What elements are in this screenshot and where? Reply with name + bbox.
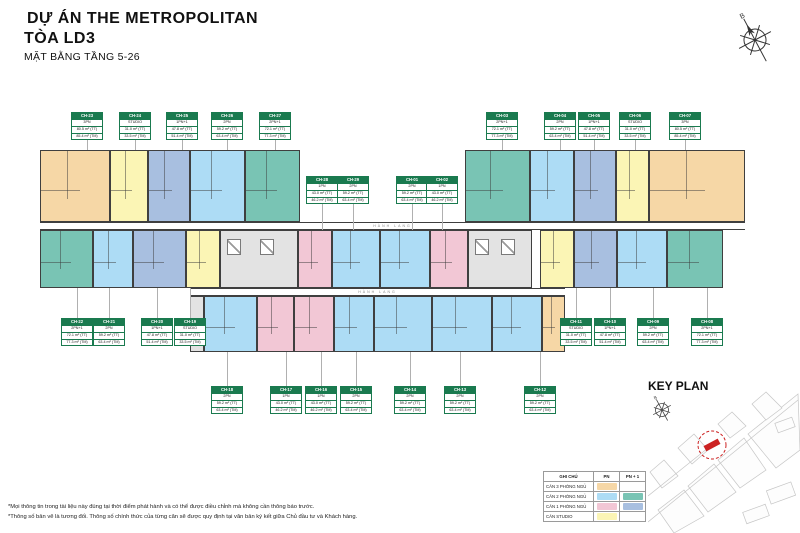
unit-info: 59.2 m² (TT) xyxy=(397,190,427,197)
unit-label-CH-03 xyxy=(486,112,518,140)
unit-info: 63.4 m² (TM) xyxy=(94,339,124,346)
unit-code: CH-17 xyxy=(271,387,301,393)
legend-color-swatch xyxy=(623,493,643,500)
unit-CH-05 xyxy=(574,150,616,222)
unit-info: 1PN+1 xyxy=(579,119,609,126)
unit-info: 33.5 m² (TM) xyxy=(620,133,650,140)
unit-info: 31.0 m² (TT) xyxy=(175,332,205,339)
unit-info: 47.8 m² (TT) xyxy=(142,332,172,339)
unit-CH-04 xyxy=(530,150,574,222)
unit-CH-10 xyxy=(574,230,617,288)
svg-text:B: B xyxy=(652,394,658,401)
unit-CH-16 xyxy=(294,296,334,352)
unit-info: 2PN+1 xyxy=(692,325,722,332)
legend-color-swatch xyxy=(597,483,617,490)
leader-line xyxy=(356,352,357,386)
leader-line xyxy=(227,352,228,386)
unit-info: 59.2 m² (TT) xyxy=(212,126,242,133)
unit-info: 63.4 m² (TM) xyxy=(638,339,668,346)
unit-CH-14 xyxy=(374,296,432,352)
leader-line xyxy=(576,288,577,318)
leader-line xyxy=(460,352,461,386)
unit-label-CH-28 xyxy=(306,176,338,204)
unit-code: CH-18 xyxy=(212,387,242,393)
unit-info: 59.2 m² (TT) xyxy=(445,400,475,407)
unit-info: 72.1 m² (TT) xyxy=(487,126,517,133)
unit-label-CH-27 xyxy=(259,112,291,140)
unit-label-CH-13 xyxy=(444,386,476,414)
legend-header-row xyxy=(544,472,646,482)
unit-label-CH-07 xyxy=(669,112,701,140)
unit-label-CH-04 xyxy=(544,112,576,140)
unit-info: 2PN xyxy=(341,393,371,400)
unit-label-CH-06 xyxy=(619,112,651,140)
unit-info: 63.4 m² (TM) xyxy=(212,133,242,140)
unit-CH-25 xyxy=(148,150,190,222)
unit-code: CH-19 xyxy=(175,319,205,325)
unit-code: CH-22 xyxy=(62,319,92,325)
unit-CH-15 xyxy=(334,296,374,352)
unit-info: 2PN xyxy=(525,393,555,400)
leader-line xyxy=(442,201,443,231)
unit-code: CH-28 xyxy=(307,177,337,183)
unit-label-CH-21 xyxy=(93,318,125,346)
unit-CH-12 xyxy=(492,296,542,352)
unit-info: 1PN xyxy=(271,393,301,400)
unit-CH-24 xyxy=(110,150,148,222)
unit-CH-23 xyxy=(40,150,110,222)
unit-info: 2PN xyxy=(545,119,575,126)
unit-CH-18 xyxy=(204,296,257,352)
unit-code: CH-29 xyxy=(338,177,368,183)
legend-swatch-cell xyxy=(594,482,620,492)
unit-info: 51.4 m² (TM) xyxy=(595,339,625,346)
unit-info: 77.3 m² (TM) xyxy=(487,133,517,140)
legend-swatch-cell xyxy=(594,502,620,512)
leader-line xyxy=(540,352,541,386)
unit-code: CH-06 xyxy=(620,113,650,119)
unit-info: 2PN xyxy=(445,393,475,400)
unit-code: CH-12 xyxy=(525,387,555,393)
leader-line xyxy=(412,201,413,231)
leader-line xyxy=(109,288,110,318)
unit-code: CH-11 xyxy=(561,319,591,325)
unit-info: 1PN xyxy=(307,183,337,190)
legend-row xyxy=(544,482,646,492)
unit-info: 85.4 m² (TM) xyxy=(72,133,102,140)
legend-swatch-cell xyxy=(620,492,646,502)
unit-code: CH-13 xyxy=(445,387,475,393)
unit-info: 63.4 m² (TM) xyxy=(545,133,575,140)
unit-CH-21 xyxy=(93,230,133,288)
legend-row xyxy=(544,512,646,522)
unit-info: 1PN xyxy=(306,393,336,400)
stair-elevator-core xyxy=(220,230,298,288)
unit-info: 63.4 m² (TM) xyxy=(212,407,242,414)
legend-swatch-cell xyxy=(620,482,646,492)
unit-code: CH-07 xyxy=(670,113,700,119)
unit-info: STUDIO xyxy=(120,119,150,126)
unit-code: CH-14 xyxy=(395,387,425,393)
compass-north-letter: B xyxy=(738,12,747,21)
unit-info: 59.2 m² (TT) xyxy=(638,332,668,339)
corridor: HÀNH LANG xyxy=(190,288,565,296)
unit-code: CH-23 xyxy=(72,113,102,119)
leader-line xyxy=(286,352,287,386)
unit-info: 63.4 m² (TM) xyxy=(525,407,555,414)
legend-color-swatch xyxy=(623,503,643,510)
unit-info: 43.0 m² (TT) xyxy=(271,400,301,407)
unit-label-CH-19 xyxy=(174,318,206,346)
legend-header-note: GHI CHÚ xyxy=(544,472,594,482)
unit-info: 77.3 m² (TM) xyxy=(692,339,722,346)
unit-label-CH-18 xyxy=(211,386,243,414)
unit-CH-17 xyxy=(257,296,294,352)
unit-label-CH-08 xyxy=(691,318,723,346)
leader-line xyxy=(190,288,191,318)
legend-color-swatch xyxy=(597,493,617,500)
unit-label-CH-25 xyxy=(166,112,198,140)
unit-info: 59.2 m² (TT) xyxy=(341,400,371,407)
unit-info: 2PN+1 xyxy=(487,119,517,126)
unit-info: 33.5 m² (TM) xyxy=(175,339,205,346)
leader-line xyxy=(653,288,654,318)
unit-CH-06 xyxy=(616,150,649,222)
unit-info: STUDIO xyxy=(175,325,205,332)
legend-row-label: CĂN 2 PHÒNG NGỦ xyxy=(544,492,594,502)
unit-CH-20 xyxy=(133,230,186,288)
elevator-shaft xyxy=(260,239,274,255)
unit-code: CH-09 xyxy=(638,319,668,325)
unit-info: 2PN xyxy=(395,393,425,400)
leader-line xyxy=(77,288,78,318)
unit-label-CH-17 xyxy=(270,386,302,414)
legend-swatch-cell xyxy=(594,492,620,502)
unit-info: 2PN xyxy=(212,119,242,126)
unit-info: 31.0 m² (TT) xyxy=(561,332,591,339)
footnote-1: *Mọi thông tin trong tài liệu này đúng tại thời điểm phát hành và có thể được điều chỉnh mà không cần thông báo trước. xyxy=(8,504,315,510)
unit-CH-19 xyxy=(186,230,220,288)
legend-header-pn: PN xyxy=(594,472,620,482)
unit-label-CH-01 xyxy=(396,176,428,204)
unit-info: 59.2 m² (TT) xyxy=(338,190,368,197)
unit-info: 63.4 m² (TM) xyxy=(338,197,368,204)
unit-info: 51.4 m² (TM) xyxy=(167,133,197,140)
unit-info: 3PN xyxy=(72,119,102,126)
unit-info: 1PN+1 xyxy=(167,119,197,126)
unit-CH-28 xyxy=(298,230,332,288)
unit-code: CH-26 xyxy=(212,113,242,119)
legend-swatch-cell xyxy=(620,502,646,512)
unit-info: 31.0 m² (TT) xyxy=(620,126,650,133)
unit-info: 2PN+1 xyxy=(260,119,290,126)
unit-label-CH-15 xyxy=(340,386,372,414)
unit-info: 59.2 m² (TT) xyxy=(395,400,425,407)
unit-CH-08 xyxy=(667,230,723,288)
unit-label-CH-26 xyxy=(211,112,243,140)
unit-label-CH-11 xyxy=(560,318,592,346)
unit-info: 2PN xyxy=(94,325,124,332)
unit-label-CH-29 xyxy=(337,176,369,204)
unit-info: 59.2 m² (TT) xyxy=(212,400,242,407)
leader-line xyxy=(410,352,411,386)
unit-info: STUDIO xyxy=(561,325,591,332)
unit-info: 80.5 m² (TT) xyxy=(72,126,102,133)
corridor: HÀNH LANG xyxy=(40,222,745,230)
elevator-shaft xyxy=(501,239,515,255)
unit-info: 1PN xyxy=(427,183,457,190)
unit-code: CH-20 xyxy=(142,319,172,325)
unit-info: 31.0 m² (TT) xyxy=(120,126,150,133)
unit-code: CH-08 xyxy=(692,319,722,325)
unit-CH-29 xyxy=(332,230,380,288)
legend-color-swatch xyxy=(597,503,617,510)
unit-code: CH-16 xyxy=(306,387,336,393)
unit-info: 3PN xyxy=(670,119,700,126)
leader-line xyxy=(322,201,323,231)
unit-CH-02 xyxy=(430,230,468,288)
unit-CH-01 xyxy=(380,230,430,288)
footnote-2: *Thông số bản vẽ là tương đối. Thông số chính thức của từng căn sẽ được quy định tại văn bản ký kết giữa Chủ đầu tư và Khách hàng. xyxy=(8,514,358,520)
key-plan-title: KEY PLAN xyxy=(648,379,709,393)
legend-row-label: CĂN STUDIO xyxy=(544,512,594,522)
unit-info: 46.2 m² (TM) xyxy=(271,407,301,414)
unit-info: 2PN+1 xyxy=(62,325,92,332)
unit-info: 59.2 m² (TT) xyxy=(545,126,575,133)
unit-CH-07 xyxy=(649,150,745,222)
unit-CH-11 xyxy=(540,230,574,288)
elevator-shaft xyxy=(227,239,241,255)
leader-line xyxy=(610,288,611,318)
unit-info: 1PN+1 xyxy=(595,325,625,332)
unit-info: 59.2 m² (TT) xyxy=(94,332,124,339)
unit-info: 63.4 m² (TM) xyxy=(445,407,475,414)
unit-info: 59.2 m² (TT) xyxy=(525,400,555,407)
unit-CH-03 xyxy=(465,150,530,222)
unit-CH-27 xyxy=(245,150,300,222)
page-title: DỰ ÁN THE METROPOLITAN xyxy=(27,10,259,27)
leader-line xyxy=(321,352,322,386)
leader-line xyxy=(353,201,354,231)
unit-info: 77.3 m² (TM) xyxy=(260,133,290,140)
unit-info: 46.2 m² (TM) xyxy=(307,197,337,204)
legend-row xyxy=(544,502,646,512)
unit-label-CH-02 xyxy=(426,176,458,204)
legend-row-label: CĂN 3 PHÒNG NGỦ xyxy=(544,482,594,492)
key-plan-compass-icon xyxy=(649,394,675,424)
unit-info: 2PN xyxy=(212,393,242,400)
legend-row xyxy=(544,492,646,502)
unit-code: CH-05 xyxy=(579,113,609,119)
unit-CH-13 xyxy=(432,296,492,352)
unit-CH-26 xyxy=(190,150,245,222)
unit-CH-22 xyxy=(40,230,93,288)
unit-info: 77.3 m² (TM) xyxy=(62,339,92,346)
unit-info: 33.5 m² (TM) xyxy=(561,339,591,346)
leader-line xyxy=(157,288,158,318)
unit-info: 72.1 m² (TT) xyxy=(692,332,722,339)
unit-label-CH-14 xyxy=(394,386,426,414)
unit-label-CH-16 xyxy=(305,386,337,414)
unit-info: 33.5 m² (TM) xyxy=(120,133,150,140)
unit-info: 72.1 m² (TT) xyxy=(62,332,92,339)
footnotes xyxy=(8,502,357,522)
legend-swatch-cell xyxy=(594,512,620,522)
unit-code: CH-25 xyxy=(167,113,197,119)
unit-label-CH-24 xyxy=(119,112,151,140)
unit-info: 46.2 m² (TM) xyxy=(427,197,457,204)
unit-info: 2PN xyxy=(397,183,427,190)
elevator-shaft xyxy=(475,239,489,255)
unit-label-CH-09 xyxy=(637,318,669,346)
unit-info: 85.4 m² (TM) xyxy=(670,133,700,140)
unit-code: CH-27 xyxy=(260,113,290,119)
unit-info: 51.4 m² (TM) xyxy=(142,339,172,346)
unit-info: 47.8 m² (TT) xyxy=(595,332,625,339)
stair-elevator-core xyxy=(468,230,532,288)
unit-info: 80.5 m² (TT) xyxy=(670,126,700,133)
unit-code: CH-21 xyxy=(94,319,124,325)
unit-label-CH-20 xyxy=(141,318,173,346)
unit-label-CH-10 xyxy=(594,318,626,346)
unit-info: 43.0 m² (TT) xyxy=(307,190,337,197)
legend-swatch-cell xyxy=(620,512,646,522)
unit-CH-09 xyxy=(617,230,667,288)
unit-info: 63.4 m² (TM) xyxy=(341,407,371,414)
unit-info: 47.8 m² (TT) xyxy=(579,126,609,133)
legend-header-pn1: PN + 1 xyxy=(620,472,646,482)
leader-line xyxy=(707,288,708,318)
legend-color-swatch xyxy=(597,513,617,520)
legend-table xyxy=(543,471,646,522)
unit-code: CH-02 xyxy=(427,177,457,183)
unit-code: CH-01 xyxy=(397,177,427,183)
floor-range-label: MẶT BẰNG TẦNG 5-26 xyxy=(24,51,140,63)
unit-info: 2PN xyxy=(338,183,368,190)
unit-code: CH-03 xyxy=(487,113,517,119)
unit-info: 72.1 m² (TT) xyxy=(260,126,290,133)
unit-info: 1PN+1 xyxy=(142,325,172,332)
legend-row-label: CĂN 1 PHÒNG NGỦ xyxy=(544,502,594,512)
unit-info: 47.8 m² (TT) xyxy=(167,126,197,133)
unit-label-CH-23 xyxy=(71,112,103,140)
unit-info: 51.4 m² (TM) xyxy=(579,133,609,140)
unit-info: STUDIO xyxy=(620,119,650,126)
tower-title: TÒA LD3 xyxy=(24,30,96,47)
unit-label-CH-22 xyxy=(61,318,93,346)
unit-info: 63.4 m² (TM) xyxy=(395,407,425,414)
unit-info: 43.0 m² (TT) xyxy=(306,400,336,407)
unit-code: CH-15 xyxy=(341,387,371,393)
unit-info: 2PN xyxy=(638,325,668,332)
unit-code: CH-24 xyxy=(120,113,150,119)
unit-info: 43.0 m² (TT) xyxy=(427,190,457,197)
unit-info: 46.2 m² (TM) xyxy=(306,407,336,414)
unit-info: 63.4 m² (TM) xyxy=(397,197,427,204)
unit-label-CH-12 xyxy=(524,386,556,414)
unit-code: CH-10 xyxy=(595,319,625,325)
unit-label-CH-05 xyxy=(578,112,610,140)
unit-code: CH-04 xyxy=(545,113,575,119)
